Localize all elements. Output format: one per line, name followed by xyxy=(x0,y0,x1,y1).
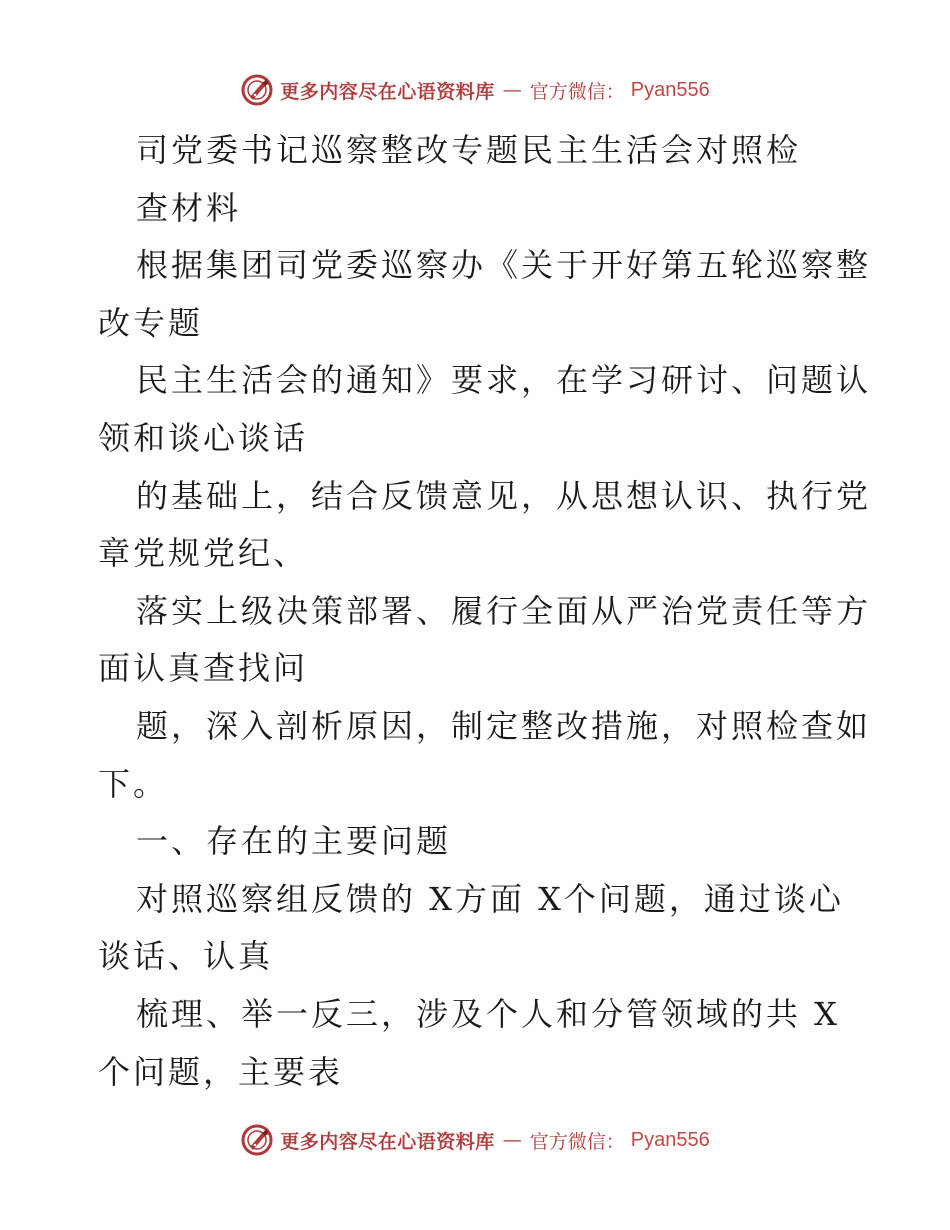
footer-watermark xyxy=(0,1120,950,1160)
paragraph-line: 下。 xyxy=(98,764,169,803)
pen-nib-logo-icon xyxy=(240,73,274,107)
paragraph-line: 落实上级决策部署、履行全面从严治党责任等方 xyxy=(136,591,872,630)
paragraph-line: 个问题，主要表 xyxy=(98,1052,344,1091)
watermark-wechat-label: 官方微信： xyxy=(529,1130,625,1153)
watermark-wechat-label: 官方微信： xyxy=(529,80,625,103)
document-body xyxy=(98,122,872,1101)
watermark-brand-text: 更多内容尽在心语资料库 xyxy=(280,80,495,103)
paragraph-line: 题，深入剖析原因，制定整改措施，对照检查如 xyxy=(136,706,872,745)
watermark-dash: — xyxy=(502,79,522,101)
document-title-line-1: 司党委书记巡察整改专题民主生活会对照检 xyxy=(136,131,802,169)
pen-nib-logo-icon xyxy=(240,1123,274,1157)
watermark-brand-text: 更多内容尽在心语资料库 xyxy=(280,1130,495,1153)
header-watermark xyxy=(0,70,950,110)
section-heading: 一、存在的主要问题 xyxy=(136,822,452,861)
paragraph-line: 对照巡察组反馈的 X方面 X个问题，通过谈心 xyxy=(136,879,844,918)
paragraph-line: 梳理、举一反三，涉及个人和分管领域的共 X xyxy=(136,994,840,1033)
watermark-dash: — xyxy=(502,1129,522,1151)
paragraph-line: 领和谈心谈话 xyxy=(98,418,309,457)
paragraph-line: 根据集团司党委巡察办《关于开好第五轮巡察整 xyxy=(136,246,872,285)
watermark-wechat-id: Pyan556 xyxy=(630,1128,710,1151)
paragraph-line: 面认真查找问 xyxy=(98,649,309,688)
document-title-line-2: 查材料 xyxy=(136,188,242,227)
paragraph-line: 的基础上，结合反馈意见，从思想认识、执行党 xyxy=(136,476,872,515)
paragraph-line: 章党规党纪、 xyxy=(98,534,309,573)
paragraph-line: 民主生活会的通知》要求，在学习研讨、问题认 xyxy=(136,361,872,400)
paragraph-line: 改专题 xyxy=(98,303,204,342)
paragraph-line: 谈话、认真 xyxy=(98,937,274,976)
watermark-wechat-id: Pyan556 xyxy=(630,78,710,101)
